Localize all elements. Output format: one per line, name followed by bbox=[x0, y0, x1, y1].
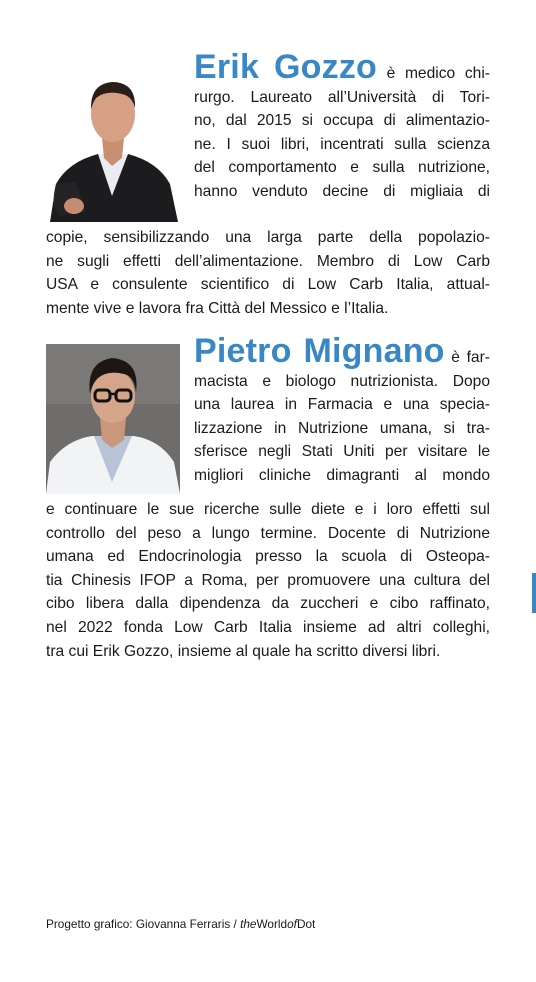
bio-line: tra cui Erik Gozzo, insieme al quale ha scritto diversi libri. bbox=[46, 642, 441, 660]
bio-line: una laurea in Farmacia e una specia- bbox=[194, 396, 490, 414]
author-photo-pietro-mignano bbox=[46, 344, 180, 494]
bio-line: ne sugli effetti dell’alimentazione. Membro di Low Carb bbox=[46, 252, 490, 270]
author-name: Pietro Mignano bbox=[194, 332, 445, 370]
bio-line: umana ed Endocrinologia presso la scuola di Osteopa- bbox=[46, 548, 490, 566]
bio-line: migliori cliniche dimagranti al mondo bbox=[194, 466, 490, 484]
bio-line: USA e consulente scientifico di Low Carb Italia, attual- bbox=[46, 276, 490, 294]
page-edge-marker bbox=[532, 573, 536, 613]
author-photo-erik-gozzo bbox=[46, 66, 180, 222]
bio-line: copie, sensibilizzando una larga parte della popolazio- bbox=[46, 229, 490, 246]
bio-line: nel 2022 fonda Low Carb Italia insieme ad altri colleghi, bbox=[46, 618, 490, 636]
bio-line: ne. I suoi libri, incentrati sulla scienza bbox=[194, 135, 490, 153]
bio-line: tia Chinesis IFOP a Roma, per promuovere una cultura del bbox=[46, 571, 490, 589]
bio-line: hanno venduto decine di migliaia di bbox=[194, 182, 490, 200]
bio-line: controllo del peso a lungo termine. Docente di Nutrizione bbox=[46, 524, 490, 542]
portrait-image bbox=[46, 344, 180, 494]
bio-line: sferisce negli Stati Uniti per visitare le bbox=[194, 443, 490, 461]
design-credit bbox=[46, 917, 315, 931]
bio-line: macista e biologo nutrizionista. Dopo bbox=[194, 372, 490, 390]
bio-line: lizzazione in Nutrizione umana, si tra- bbox=[194, 419, 490, 437]
credit-of: of bbox=[287, 917, 297, 931]
bio-line: no, dal 2015 si occupa di alimentazio- bbox=[194, 112, 490, 130]
bio-line: cibo libera dalla dipendenza da zuccheri e cibo raffinato, bbox=[46, 595, 490, 613]
author-bio-pietro-mignano bbox=[46, 332, 490, 663]
bio-line: è medico chi- bbox=[377, 65, 490, 82]
author-bio-erik-gozzo bbox=[46, 48, 490, 320]
credit-prefix: Progetto grafico: Giovanna Ferraris / bbox=[46, 917, 241, 931]
credit-the: the bbox=[240, 917, 257, 931]
portrait-image bbox=[46, 66, 180, 222]
bio-line: è far- bbox=[444, 349, 490, 366]
author-name: Erik Gozzo bbox=[194, 48, 377, 86]
credit-world: World bbox=[256, 917, 288, 931]
bio-line: rurgo. Laureato all’Università di Tori- bbox=[194, 88, 490, 106]
bio-line: del comportamento e sulla nutrizione, bbox=[194, 159, 490, 177]
bio-line: mente vive e lavora fra Città del Messico e l’Italia. bbox=[46, 299, 389, 317]
credit-dot: Dot bbox=[296, 917, 316, 931]
bio-line: e continuare le sue ricerche sulle diete e i loro effetti sul bbox=[46, 501, 490, 518]
